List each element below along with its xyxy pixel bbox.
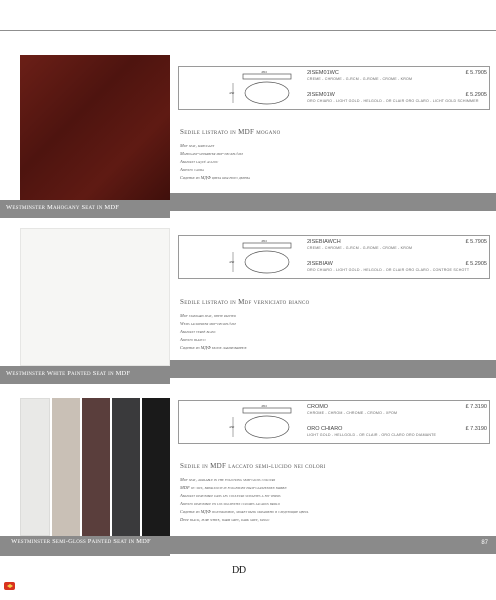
section-label: Westminster Mahogany Seat in MDF — [6, 204, 120, 211]
description-line: Abattant disponible dans les couleurs suivantes a fin vernis — [180, 493, 281, 498]
product-price: ₤ 7.3190 — [465, 426, 487, 432]
description-line: Сиденье из МДФ белое лакированное — [180, 345, 247, 350]
code-list — [307, 70, 487, 114]
svg-text:430: 430 — [229, 91, 235, 95]
section-label: Westminster White Painted Seat in MDF — [6, 370, 131, 377]
description-line: Abattant verné blanc — [180, 329, 216, 334]
product-price: ₤ 5.2905 — [465, 92, 487, 98]
mahogany-swatch — [20, 55, 170, 200]
product-price: ₤ 7.3190 — [465, 404, 487, 410]
grey-band — [170, 193, 496, 211]
description-line: Abattant laqué acajou — [180, 159, 219, 164]
color-strip — [142, 398, 170, 536]
svg-text:365: 365 — [261, 240, 267, 243]
description-line: Сиденье из МДФ полуматовое, может быть окрашено в следующие цвета — [180, 509, 309, 514]
product-price: ₤ 5.2905 — [465, 261, 487, 267]
description-line: Deep black, pure white, warm grey, dark grey, tango — [180, 517, 270, 522]
finish-list: LIGHT GOLD - HELLGOLD - OR CLAIR - ORO CLARO ORO DIAMANTE — [307, 433, 437, 437]
grey-band — [170, 360, 496, 378]
finish-list: CHROME - CHROM - CHROME - CROMO - XPOM — [307, 411, 398, 415]
seat-drawing-box — [178, 235, 490, 279]
color-strip — [82, 398, 110, 536]
description-block — [180, 128, 490, 182]
description-line: Сиденье из МДФ цвета красного дерева — [180, 175, 250, 180]
description-line: Mahogany-gefarbter mdf-deckel/sitz — [180, 151, 244, 156]
product-code: CROMO — [307, 404, 329, 410]
finish-list: CREME - CHROME - G-RCM - G-ROME - CROME - KROM — [307, 246, 413, 250]
product-code: 2ISEBIAWCH — [307, 239, 341, 245]
color-swatch-strips — [20, 398, 170, 536]
product-title: Sedile in MDF laccato semi-lucido nei colori — [180, 462, 326, 470]
product-code: 2ISEM01W — [307, 92, 335, 98]
color-strip — [52, 398, 80, 536]
finish-list: ORO CHIARO - LIGHT GOLD - HELGOLD - OR CLAIR ORO CLARO - CONTROE SCHOTT — [307, 268, 470, 272]
color-strip — [20, 398, 50, 536]
description-line: Asiento blanco — [180, 337, 206, 342]
seat-diagram-icon — [229, 240, 309, 276]
product-price: ₤ 5.7905 — [465, 70, 487, 76]
section-label: Westminster Semi-Gloss Painted Seat in MDF — [11, 538, 151, 545]
section-label-bar — [0, 536, 170, 556]
svg-text:365: 365 — [261, 405, 267, 408]
brand-logo: D⁄D — [232, 565, 246, 576]
product-price: ₤ 5.7905 — [465, 239, 487, 245]
code-row — [307, 426, 487, 448]
svg-text:365: 365 — [261, 71, 267, 74]
section-label-bar — [0, 200, 170, 218]
description-line: MDF wc sitz, erhaltlich in folgenden halb-glanzenden farben — [180, 485, 287, 490]
product-title: Sedile listrato in MDF mogano — [180, 128, 281, 136]
svg-text:430: 430 — [229, 260, 235, 264]
code-row — [307, 261, 487, 283]
color-strip — [112, 398, 140, 536]
code-list — [307, 239, 487, 283]
description-block — [180, 298, 490, 352]
description-line: Asiento disponible en los siguientes colores lacados brillo — [180, 501, 281, 506]
seat-drawing-box — [178, 66, 490, 110]
white-swatch — [20, 228, 170, 366]
description-line: Mdf seat, available in the following semi-gloss colours — [180, 477, 276, 482]
page-number: 87 — [481, 540, 488, 546]
description-block — [180, 462, 490, 524]
section-label-bar — [0, 366, 170, 384]
code-row — [307, 70, 487, 92]
top-rule — [0, 30, 496, 31]
product-code: 2ISEBIAW — [307, 261, 333, 267]
seat-drawing-box — [178, 400, 490, 444]
description-line: Weiss lackierter mdf-deckel/sitz — [180, 321, 236, 326]
description-line: Mdf seat, mahogany — [180, 143, 215, 148]
grey-band — [170, 536, 496, 554]
seat-diagram-icon — [229, 405, 309, 441]
brand-badge-icon — [4, 581, 16, 591]
code-row — [307, 239, 487, 261]
svg-text:430: 430 — [229, 425, 235, 429]
product-title: Sedile listrato in Mdf verniciato bianco — [180, 298, 310, 306]
product-code: 2ISEM01WC — [307, 70, 339, 76]
code-row — [307, 92, 487, 114]
seat-diagram-icon — [229, 71, 309, 107]
description-line: Mdf standard seat, white painted — [180, 313, 236, 318]
description-line: Asiento caoba — [180, 167, 204, 172]
code-row — [307, 404, 487, 426]
product-code: ORO CHIARO — [307, 426, 343, 432]
finish-list: CREME - CHROME - G-RCM - G-ROME - CROME - KROM — [307, 77, 413, 81]
finish-list: ORO CHIARO - LIGHT GOLD - HELGOLD - OR CLAIR ORO CLARO - LICHT GOLD SCHIMMER — [307, 99, 479, 103]
code-list — [307, 404, 487, 448]
